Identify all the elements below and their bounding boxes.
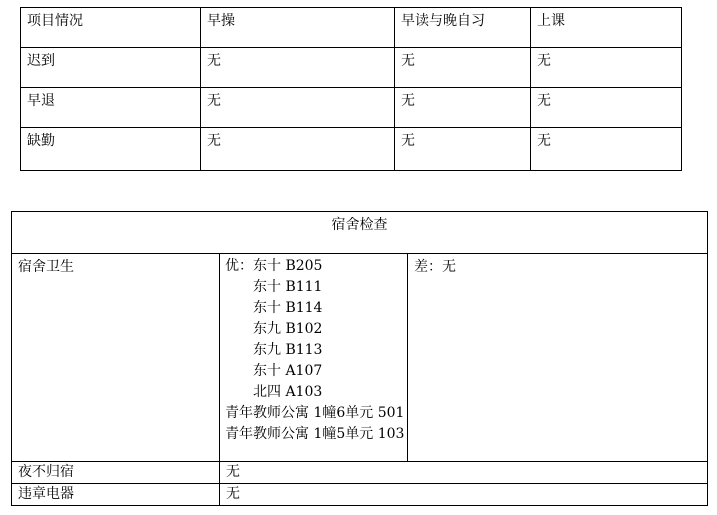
table-cell [201,128,395,171]
table-cell [395,48,531,88]
room-number: 东十 B205 [253,258,323,274]
list-item: 东九 B113 [253,342,323,358]
cell-value: 无 [537,93,551,109]
table-cell [12,484,220,506]
illegal-appliances-label: 违章电器 [18,486,74,502]
absent-overnight-label: 夜不归宿 [18,464,74,480]
table-cell [531,128,682,171]
row-label: 早退 [27,93,55,109]
attendance-header-cell [201,8,395,48]
attendance-header-class: 上课 [537,13,565,29]
attendance-row-absence [21,128,682,171]
list-item: 东九 B102 [253,321,323,337]
cell-value: 无 [401,53,415,69]
illegal-appliances-value: 无 [226,486,240,502]
attendance-header-cell [395,8,531,48]
cell-value: 无 [537,53,551,69]
table-cell [21,128,201,171]
attendance-row-late [21,48,682,88]
dorm-title: 宿舍检查 [331,217,388,233]
hygiene-poor: 差：无 [414,259,456,275]
table-cell [21,88,201,128]
dorm-title-row [12,212,708,254]
table-cell [201,48,395,88]
table-cell [395,88,531,128]
attendance-header-study: 早读与晚自习 [401,13,485,29]
attendance-table [20,7,682,171]
dorm-title-cell [12,212,708,254]
hygiene-label: 宿舍卫生 [18,259,74,275]
cell-value: 无 [401,93,415,109]
table-cell [21,48,201,88]
attendance-header-row [21,8,682,48]
table-cell [395,128,531,171]
list-item: 青年教师公寓 1幢5单元 103 [225,426,405,442]
table-cell [220,462,708,484]
hygiene-good-cell [220,254,408,462]
list-item: 东十 A107 [253,363,323,379]
dorm-hygiene-row [12,254,708,462]
table-cell [531,48,682,88]
list-item: 东十 B111 [253,279,323,295]
list-item [225,256,407,277]
dorm-inspection-table [11,211,708,506]
table-cell [12,254,220,462]
attendance-header-item: 项目情况 [27,13,83,29]
cell-value: 无 [401,133,415,149]
dorm-absent-row [12,462,708,484]
list-item: 东十 B114 [253,300,323,316]
cell-value: 无 [207,133,221,149]
cell-value: 无 [207,53,221,69]
list-item: 青年教师公寓 1幢6单元 501 [225,405,405,421]
attendance-header-cell [21,8,201,48]
attendance-header-cell [531,8,682,48]
absent-overnight-value: 无 [226,464,240,480]
attendance-row-early-leave [21,88,682,128]
dorm-appliance-row [12,484,708,506]
cell-value: 无 [207,93,221,109]
table-cell [531,88,682,128]
hygiene-poor-cell [408,254,708,462]
table-cell [201,88,395,128]
cell-value: 无 [537,133,551,149]
attendance-header-morning-exercise: 早操 [207,13,235,29]
table-cell [12,462,220,484]
row-label: 缺勤 [27,133,55,149]
hygiene-good-list [220,254,407,445]
row-label: 迟到 [27,53,55,69]
list-item: 北四 A103 [253,384,323,400]
table-cell [220,484,708,506]
good-prefix: 优： [225,258,253,274]
